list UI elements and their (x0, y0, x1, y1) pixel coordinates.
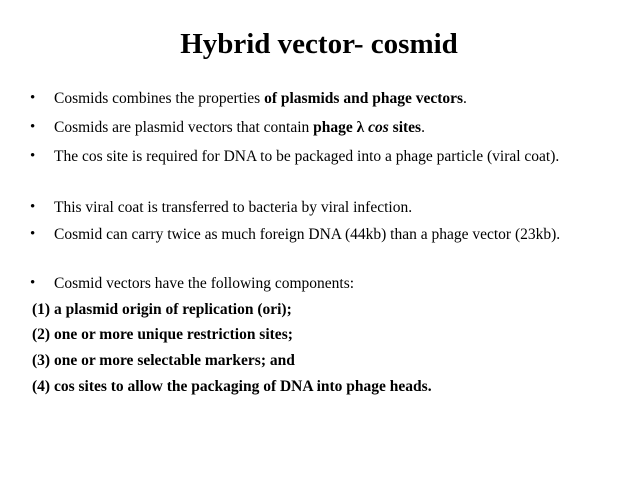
bullet-icon: • (30, 226, 36, 242)
bullet-icon: • (30, 199, 36, 215)
slide-title: Hybrid vector- cosmid (180, 28, 458, 60)
bullet-item-5: • Cosmid can carry twice as much foreign DNA (44kb) than a phage vector (23kb). (54, 223, 574, 246)
bullet-item-1: • Cosmids combines the properties of plasmids and phage vectors. (54, 87, 574, 110)
component-item-2: (2) one or more unique restriction sites; (32, 326, 293, 343)
component-item-4: (4) cos sites to allow the packaging of DNA into phage heads. (32, 378, 432, 395)
bullet-icon: • (30, 148, 36, 164)
bullet-icon: • (30, 90, 36, 106)
bullet-item-2: • Cosmids are plasmid vectors that contain phage λ cos sites. (54, 116, 574, 139)
bullet-item-6: • Cosmid vectors have the following components: (54, 272, 574, 295)
bullet-icon: • (30, 119, 36, 135)
component-item-3: (3) one or more selectable markers; and (32, 352, 295, 369)
bullet-item-4: • This viral coat is transferred to bacteria by viral infection. (54, 196, 574, 219)
component-item-1: (1) a plasmid origin of replication (ori); (32, 301, 292, 318)
bullet-icon: • (30, 275, 36, 291)
bullet-item-3: • The cos site is required for DNA to be packaged into a phage particle (viral coat). (54, 145, 574, 168)
